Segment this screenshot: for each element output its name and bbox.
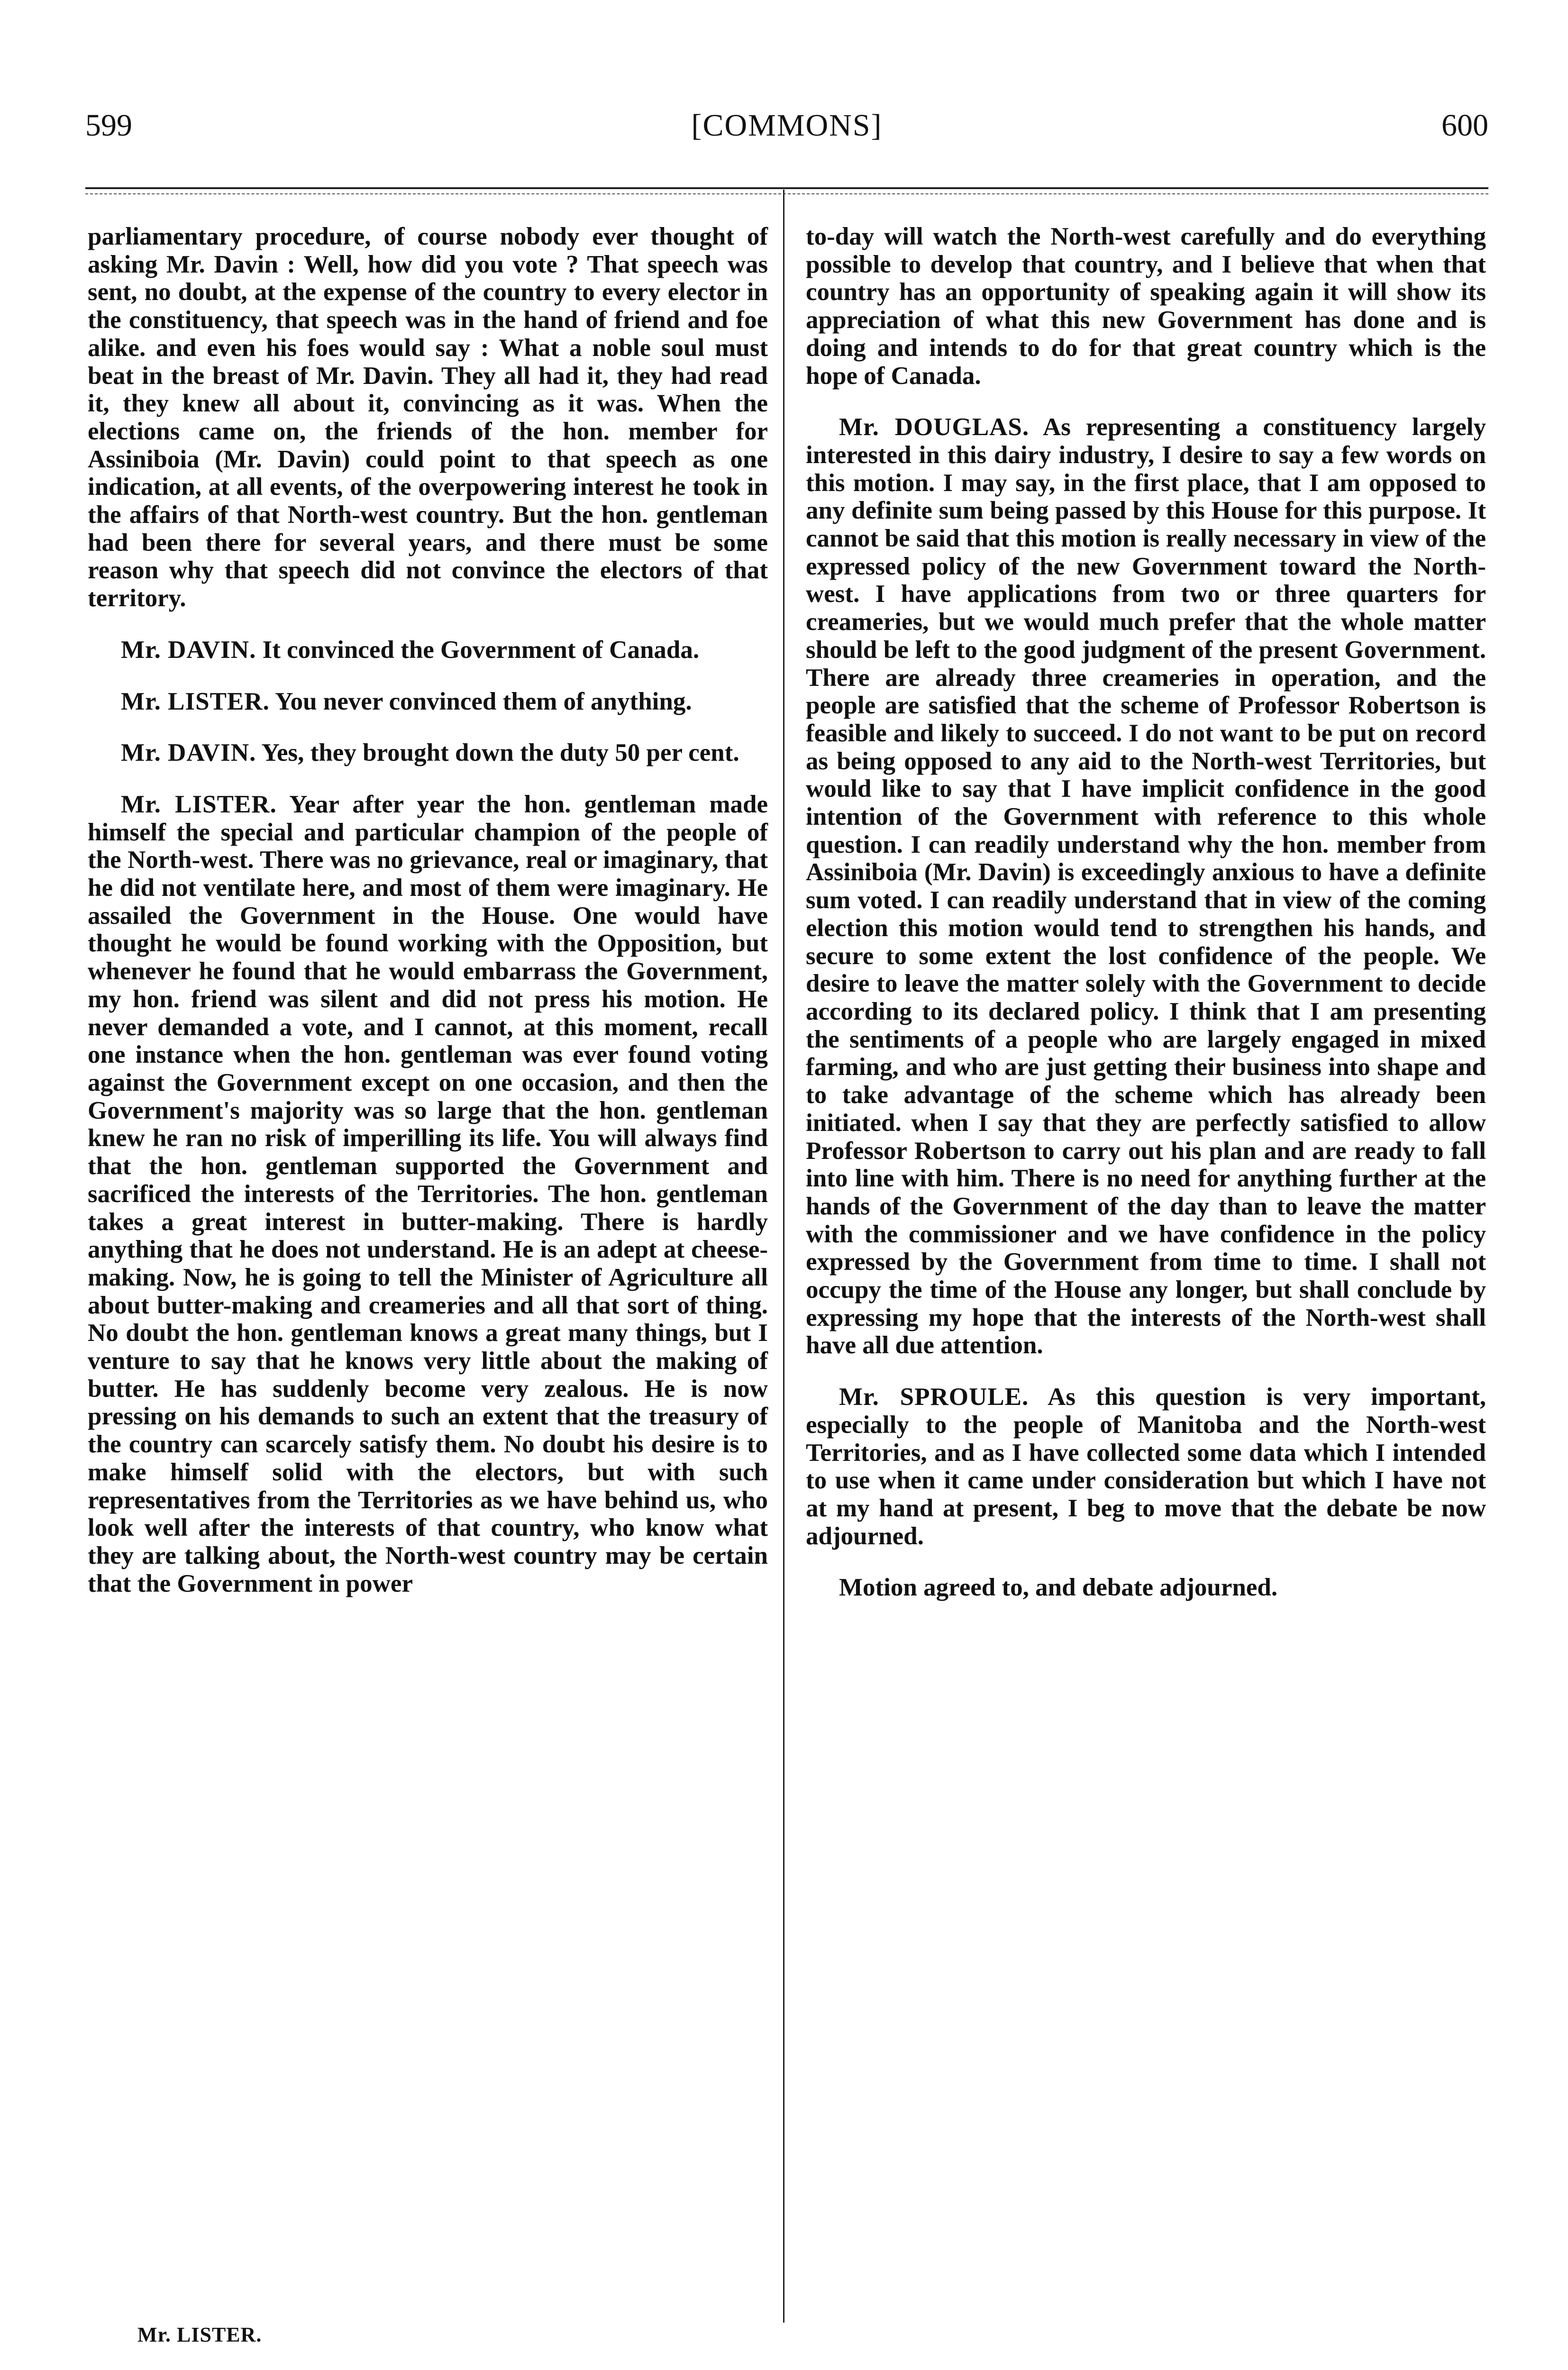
paragraph (88, 636, 768, 664)
left-column (88, 223, 768, 1597)
speaker-name: Mr. SPROULE. (839, 1383, 1029, 1411)
speaker-name: Mr. LISTER. (121, 790, 277, 818)
paragraph (806, 223, 1486, 390)
paragraph-text: parliamentary procedure, of course nobody ever thought of asking Mr. Davin : Well, how did you vote ? That speech was sent, no doubt, at the expense of the country to every elector in the constituency, that speech was in the hand of friend and foe alike. and even his foes would say : What a noble soul must beat in the breast of Mr. Davin. They all had it, they had read it, they knew all about it, convincing as it was. When the elections came on, the friends of the hon. member for Assiniboia (Mr. Davin) could point to that speech as one indication, at all events, of the overpowering interest he took in the affairs of that North-west country. But the hon. gentleman had been there for several years, and there must be some reason why that speech did not convince the electors of that territory. (88, 223, 768, 612)
paragraph-text: to-day will watch the North-west carefully and do everything possible to develop that country, and I believe that when that country has an opportunity of speaking again it will show its appreciation of what this new Government has done and is doing and intends to do for that great country which is the hope of Canada. (806, 223, 1486, 390)
header-rule-secondary (85, 193, 1488, 194)
paragraph-text: Motion agreed to, and debate adjourned. (839, 1574, 1278, 1602)
paragraph (806, 413, 1486, 1359)
page-number-left: 599 (85, 108, 132, 143)
page-title: [COMMONS] (691, 108, 883, 143)
paragraph (88, 739, 768, 767)
paragraph-text: It convinced the Government of Canada. (262, 636, 700, 664)
column-divider (783, 190, 784, 2323)
footer-speaker-tag: Mr. LISTER. (137, 2323, 262, 2346)
page-header (85, 100, 1488, 152)
speaker-name: Mr. DOUGLAS. (839, 413, 1030, 441)
paragraph-text: As representing a constituency largely interested in this dairy industry, I desire to say a few words on this motion. I may say, in the first place, that I am opposed to any definite sum being passed by this House for this purpose. It cannot be said that this motion is really necessary in view of the expressed policy of the new Government toward the North-west. I have applications from two or three quarters for creameries, but we would much prefer that the whole matter should be left to the good judgment of the present Government. There are already three creameries in operation, and the people are satisfied that the scheme of Professor Robertson is feasible and likely to succeed. I do not want to be put on record as being opposed to any aid to the North-west Territories, but would like to say that I have implicit confidence in the good intention of the Government with reference to this whole question. I can readily understand why the hon. member from Assiniboia (Mr. Davin) is exceedingly anxious to have a definite sum voted. I can readily understand that in view of the coming election this motion would tend to strengthen his hands, and secure to some extent the lost confidence of the people. We desire to leave the matter solely with the Government to decide according to its declared policy. I think that I am presenting the sentiments of a people who are largely engaged in mixed farming, and who are just getting their business into shape and to take advantage of the scheme which has already been initiated. when I say that they are perfectly satisfied to allow Professor Robertson to carry out his plan and are ready to fall into line with him. There is no need for anything further at the hands of the Government of the day than to leave the matter with the commissioner and we have confidence in the policy expressed by the Government from time to time. I shall not occupy the time of the House any longer, but shall conclude by expressing my hope that the interests of the North-west shall have all due attention. (806, 413, 1486, 1359)
right-column (806, 223, 1486, 1602)
paragraph (88, 688, 768, 716)
paragraph-text: As this question is very important, especially to the people of Manitoba and the North-west Territories, and as I have collected some data which I intended to use when it came under consideration but which I have not at my hand at present, I beg to move that the debate be now adjourned. (806, 1383, 1486, 1550)
page-number-right: 600 (1441, 108, 1488, 143)
speaker-name: Mr. DAVIN. (121, 739, 256, 767)
paragraph (806, 1574, 1486, 1602)
paragraph-text: Yes, they brought down the duty 50 per cent. (261, 739, 739, 767)
paragraph (806, 1383, 1486, 1550)
speaker-name: Mr. LISTER. (121, 687, 270, 715)
paragraph-text: You never convinced them of anything. (275, 687, 692, 715)
header-rule (85, 187, 1488, 189)
paragraph-text: Year after year the hon. gentleman made himself the special and particular champion of the people of the North-west. There was no grievance, real or imaginary, that he did not ventilate here, and most of them were imaginary. He assailed the Government in the House. One would have thought he would be found working with the Opposition, but whenever he found that he would embarrass the Government, my hon. friend was silent and did not press his motion. He never demanded a vote, and I cannot, at this moment, recall one instance when the hon. gentleman was ever found voting against the Government except on one occasion, and then the Government's majority was so large that the hon. gentleman knew he ran no risk of imperilling its life. You will always find that the hon. gentleman supported the Government and sacrificed the interests of the Territories. The hon. gentleman takes a great interest in butter-making. There is hardly anything that he does not understand. He is an adept at cheese-making. Now, he is going to tell the Minister of Agriculture all about butter-making and creameries and all that sort of thing. No doubt the hon. gentleman knows a great many things, but I venture to say that he knows very little about the making of butter. He has suddenly become very zealous. He is now pressing on his demands to such an extent that the treasury of the country can scarcely satisfy them. No doubt his desire is to make himself solid with the electors, but with such representatives from the Territories as we have behind us, who look well after the interests of that country, who know what they are talking about, the North-west country may be certain that the Government in power (88, 790, 768, 1597)
paragraph (88, 223, 768, 612)
speaker-name: Mr. DAVIN. (121, 636, 256, 664)
paragraph (88, 791, 768, 1597)
